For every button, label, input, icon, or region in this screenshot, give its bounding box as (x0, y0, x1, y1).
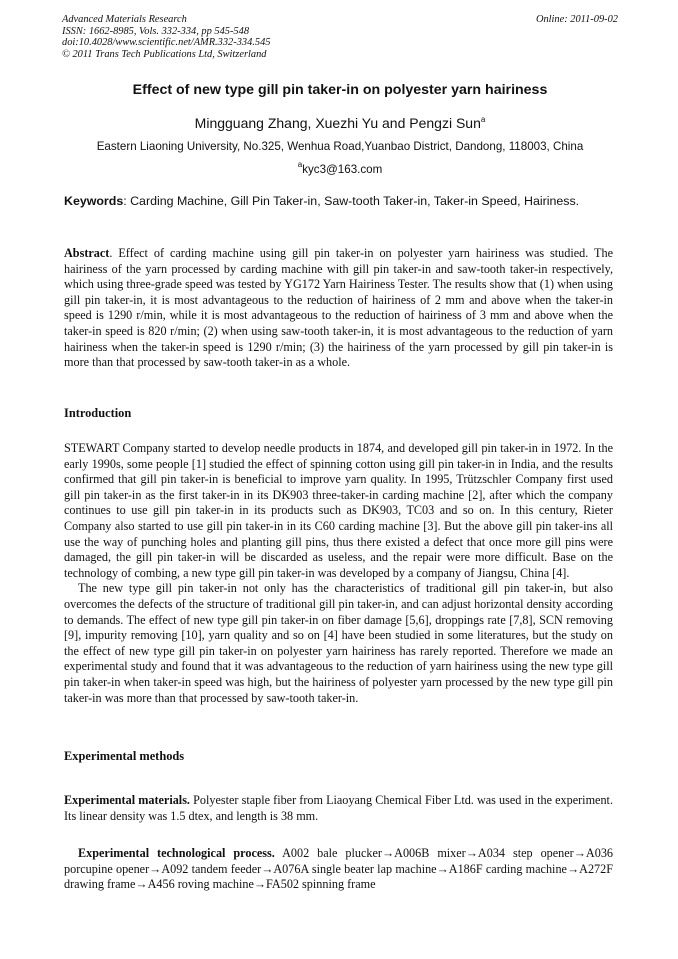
experimental-materials (64, 793, 613, 824)
journal-header (62, 14, 618, 60)
author-superscript: a (480, 115, 486, 124)
process-label: Experimental technological process. (78, 846, 275, 860)
experimental-heading: Experimental methods (64, 749, 185, 763)
process-text: A002 bale plucker→A006B mixer→A034 step opener→A036 porcupine opener→A092 tandem feeder→A076A single beater lap machine→A186F carding machine→A272F drawing frame→A456 roving machine→FA502 spinning frame (64, 846, 614, 892)
keywords (64, 193, 613, 209)
author-names: Mingguang Zhang, Xuezhi Yu and Pengzi Sun (194, 115, 481, 131)
doi-line: doi:10.4028/www.scientific.net/AMR.332-334.545 (62, 37, 271, 49)
introduction-paragraph-1: STEWART Company started to develop needle products in 1874, and developed gill pin taker-in in 1972. In the early 1990s, some people [1] studied the effect of spinning cotton using gill pin taker-in in India, and the results confirmed that gill pin taker-in is beneficial to improve yarn quality. In 1995, Trützschler Company first used gill pin taker-in as the first taker-in in its DK903 three-taker-in carding machine [2], after which the company continues to use gill pin taker-in in its products such as DK903, TC03 and so on. In this century, Rieter Company also started to use gill pin taker-in in its C60 carding machine [3]. But the above gill pin taker-ins all use the way of punching holes and planting gill pins, thus there existed a defect that once more gill pins were damaged, the gill pin taker-in will be discarded as useless, and the repair were more difficult. Base on the technology of combing, a new type gill pin taker-in was developed by a company of Jiangsu, China [4]. (64, 441, 613, 580)
abstract (64, 246, 613, 371)
introduction-body (64, 441, 613, 706)
keywords-text: : Carding Machine, Gill Pin Taker-in, Saw-tooth Taker-in, Taker-in Speed, Hairiness. (123, 194, 580, 208)
introduction-heading: Introduction (64, 406, 132, 420)
author-line (62, 115, 618, 131)
abstract-text: . Effect of carding machine using gill pin taker-in on polyester yarn hairiness was studied. The hairiness of the yarn processed by carding machine with gill pin taker-in and saw-tooth taker-in respectively, which using three-grade speed was tested by YG172 Yarn Hairiness Tester. The results show that (1) when using gill pin taker-in, it is most advantageous to the reduction of hairiness of 2 mm and above when the taker-in speed is 1290 r/min, while it is most advantageous to the reduction of hairiness of 3 mm and above when the taker-in speed is 820 r/min; (2) when using saw-tooth taker-in, it is most advantageous to the reduction of yarn hairiness when the taker-in speed is 1290 r/min; (3) the hairiness of the yarn processed by gill pin taker-in is more than that processed by saw-tooth taker-in as a whole. (64, 246, 613, 370)
abstract-label: Abstract (64, 246, 110, 260)
journal-name: Advanced Materials Research (62, 14, 187, 25)
keywords-label: Keywords (64, 194, 124, 208)
email-line (62, 160, 618, 176)
paper-title: Effect of new type gill pin taker-in on polyester yarn hairiness (132, 82, 548, 98)
affiliation: Eastern Liaoning University, No.325, Wenhua Road,Yuanbao District, Dandong, 118003, China (96, 140, 584, 153)
introduction-paragraph-2: The new type gill pin taker-in not only has the characteristics of traditional gill pin taker-in, but also overcomes the defects of the structure of traditional gill pin taker-in, and can adjust horizontal density according to demands. The effect of new type gill pin taker-in on fiber damage [5,6], droppings rate [7,8], SCN removing [9], impurity removing [10], yarn quality and so on [4] have been studied in some literatures, but the study on the effect of new type gill pin taker-in on polyester yarn hairiness has rarely reported. Therefore we made an experimental study and found that it was advantageous to the reduction of yarn hairiness using the new type gill pin taker-in when taker-in speed was high, but the hairiness of polyester yarn processed by the new type gill pin taker-in was more than that processed by saw-tooth taker-in. (64, 581, 613, 705)
email-address: kyc3@163.com (302, 163, 383, 176)
materials-label: Experimental materials. (64, 793, 190, 807)
online-date: Online: 2011-09-02 (535, 14, 618, 25)
issn-line: ISSN: 1662-8985, Vols. 332-334, pp 545-548 (62, 25, 250, 37)
email-superscript: a (297, 160, 303, 169)
materials-text: Polyester staple fiber from Liaoyang Chemical Fiber Ltd. was used in the experiment. Its linear density was 1.5 dtex, and length is 38 mm. (64, 793, 613, 823)
experimental-process (64, 846, 613, 893)
copyright-line: © 2011 Trans Tech Publications Ltd, Switzerland (62, 48, 267, 60)
